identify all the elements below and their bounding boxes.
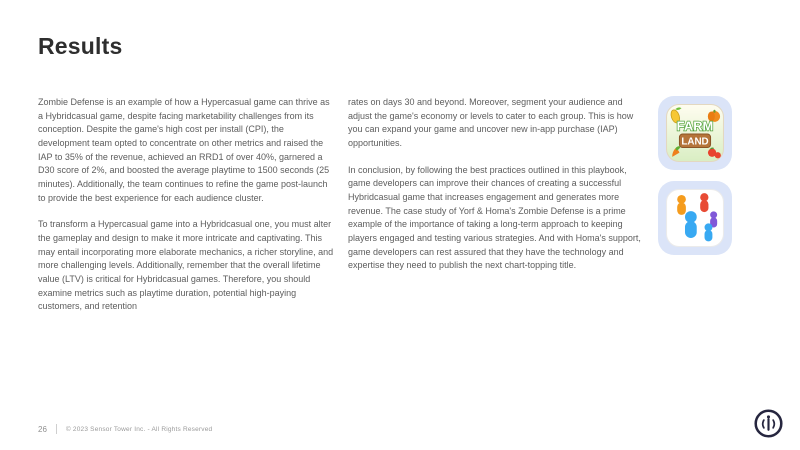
footer-divider (56, 424, 57, 434)
paragraph: In conclusion, by following the best practices outlined in this playbook, game developers can improve their chances of creating a successful Hybridcasual game that increases engagement and generates more revenue. The case study of Yorf & Homa's Zombie Defense is a prime example of the importance of taking a long-term approach to keeping players engaged and testing various strategies. And with Homa's support, game developers can rest assured that they have the technology and expertise they need to publish the next chart-topping title. (348, 164, 641, 271)
sensor-tower-logo-icon (753, 408, 784, 439)
paragraph: To transform a Hypercasual game into a Hybridcasual one, you must alter the gameplay and design to make it more intricate and captivating. This may entail incorporating more elaborate mechanics, a richer storyline, and more challenging levels. Additionally, remember that the overall lifetime value (LTV) is critical for Hybridcasual games. Therefore, you should examine metrics such as playtime duration, potential high-paying customers, and retention (38, 219, 334, 312)
page-number: 26 (38, 424, 47, 434)
app-icon-sidebar (658, 96, 732, 255)
paragraph: rates on days 30 and beyond. Moreover, segment your audience and adjust the game's economy or levels to cater to each group. This is how you can expand your game and uncover new in-app purchase (IAP) opportunities. (348, 97, 634, 149)
footer (38, 424, 212, 434)
app-tile-farm-land (658, 96, 732, 170)
paragraph: Zombie Defense is an example of how a Hypercasual game can thrive as a Hybridcasual game, despite facing marketability challenges from its conception. Despite the game's high cost per install (CPI), the development team opted to concentrate on other metrics and raised the IAP to 35% of the revenue, achieved an RRD1 of over 40%, garnered a D30 score of 2%, and boosted the average playtime to 1500 seconds (25 minutes). Additionally, the team continues to refine the game post-launch to provide the best experience for each audience cluster. (38, 97, 330, 203)
app-tile-crowd-game (658, 181, 732, 255)
farm-land-app-icon (666, 104, 724, 162)
land-label: LAND (681, 136, 709, 148)
farm-label: FARM (676, 118, 714, 134)
text-column-left (38, 96, 335, 327)
copyright-text: © 2023 Sensor Tower Inc. - All Rights Reserved (65, 425, 213, 433)
page-title: Results (38, 33, 123, 59)
crowd-people-app-icon (666, 189, 724, 247)
text-column-right (348, 96, 645, 286)
